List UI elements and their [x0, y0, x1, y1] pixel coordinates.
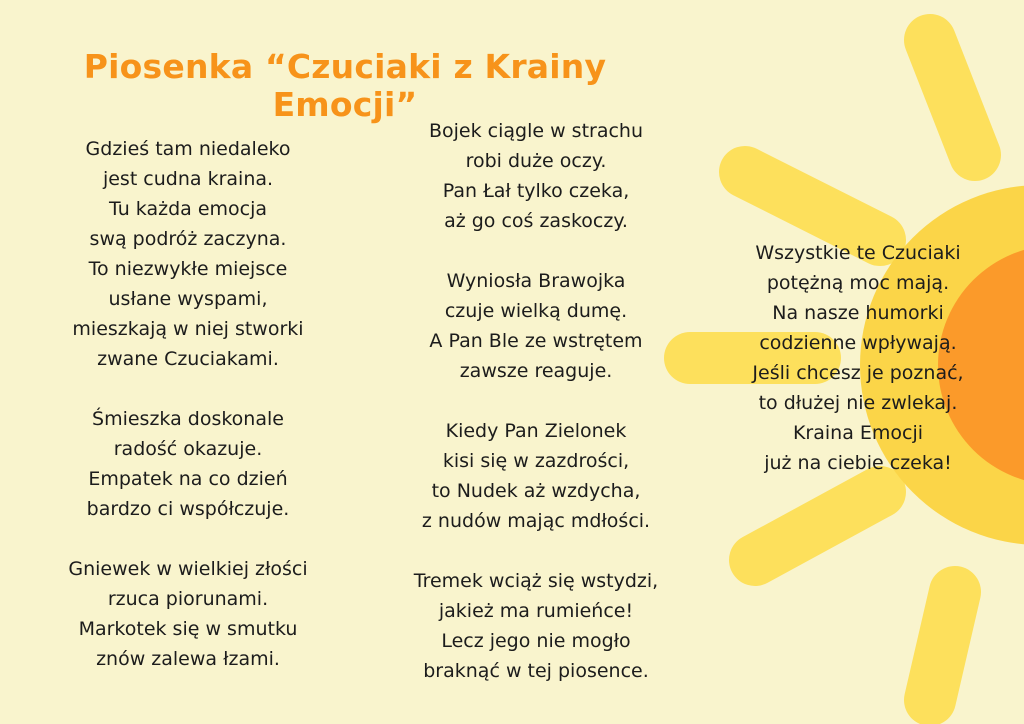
sun-ray-bottom — [930, 592, 955, 700]
song-title — [60, 48, 630, 124]
lyric-line: swą podróż zaczyna. — [89, 228, 287, 250]
lyric-line: jest cudna kraina. — [102, 168, 274, 190]
song-title-line-2: Emocji” — [272, 85, 418, 124]
lyric-line: bardzo ci współczuje. — [86, 498, 290, 520]
lyrics-column-3 — [708, 238, 1008, 478]
stanza — [386, 116, 686, 236]
lyric-line: Gniewek w wielkiej złości — [68, 558, 308, 580]
lyric-line: Bojek ciągle w strachu — [428, 120, 644, 142]
sun-ray-top — [930, 40, 975, 155]
stanza — [38, 134, 338, 374]
stanza — [38, 554, 338, 674]
stanza — [386, 266, 686, 386]
lyric-line: potężną moc mają. — [766, 272, 950, 294]
lyric-line: mieszkają w niej stworki — [72, 318, 304, 340]
lyric-line: radość okazuje. — [113, 438, 263, 460]
stanza — [386, 566, 686, 686]
lyric-line: Wyniosła Brawojka — [446, 270, 626, 292]
sun-ray-upper-left — [745, 172, 880, 240]
lyric-line: Jeśli chcesz je poznać, — [752, 362, 964, 384]
lyric-line: kisi się w zazdrości, — [442, 450, 630, 472]
stanza — [38, 404, 338, 524]
lyric-line: Na nasze humorki — [772, 302, 944, 324]
lyric-line: Markotek się w smutku — [78, 618, 298, 640]
lyric-line: Empatek na co dzień — [88, 468, 288, 490]
lyric-line: jakież ma rumieńce! — [438, 600, 634, 622]
lyric-line: zawsze reaguje. — [459, 360, 613, 382]
lyric-line: Kraina Emocji — [792, 422, 924, 444]
lyric-line: zwane Czuciakami. — [97, 348, 279, 370]
lyric-line: to dłużej nie zwlekaj. — [758, 392, 958, 414]
lyric-line: usłane wyspami, — [108, 288, 268, 310]
lyric-line: znów zalewa łzami. — [96, 648, 280, 670]
sun-ray-lower-left — [755, 492, 880, 560]
lyric-line: czuje wielką dumę. — [444, 300, 628, 322]
lyric-line: Lecz jego nie mogło — [441, 630, 631, 652]
lyric-line: Gdzieś tam niedaleko — [85, 138, 291, 160]
lyric-line: Pan Łał tylko czeka, — [442, 180, 630, 202]
lyric-line: Śmieszka doskonale — [92, 408, 284, 430]
lyric-line: aż go coś zaskoczy. — [444, 210, 628, 232]
lyrics-column-2 — [386, 116, 686, 686]
lyric-line: z nudów mając mdłości. — [421, 510, 651, 532]
stanza — [708, 238, 1008, 478]
lyric-line: Kiedy Pan Zielonek — [445, 420, 627, 442]
lyric-line: Tremek wciąż się wstydzi, — [413, 570, 659, 592]
lyric-line: to Nudek aż wzdycha, — [431, 480, 641, 502]
lyrics-column-1 — [38, 134, 338, 674]
lyric-line: codzienne wpływają. — [759, 332, 957, 354]
lyric-line: braknąć w tej piosence. — [423, 660, 649, 682]
song-title-line-1: Piosenka “Czuciaki z Krainy — [83, 47, 607, 86]
lyric-line: już na ciebie czeka! — [764, 452, 952, 474]
lyric-line: robi duże oczy. — [465, 150, 607, 172]
lyric-line: rzuca piorunami. — [107, 588, 269, 610]
lyric-line: Wszystkie te Czuciaki — [755, 242, 961, 264]
lyric-line: A Pan Ble ze wstrętem — [429, 330, 643, 352]
stanza — [386, 416, 686, 536]
lyric-line: To niezwykłe miejsce — [88, 258, 288, 280]
lyric-line: Tu każda emocja — [108, 198, 268, 220]
